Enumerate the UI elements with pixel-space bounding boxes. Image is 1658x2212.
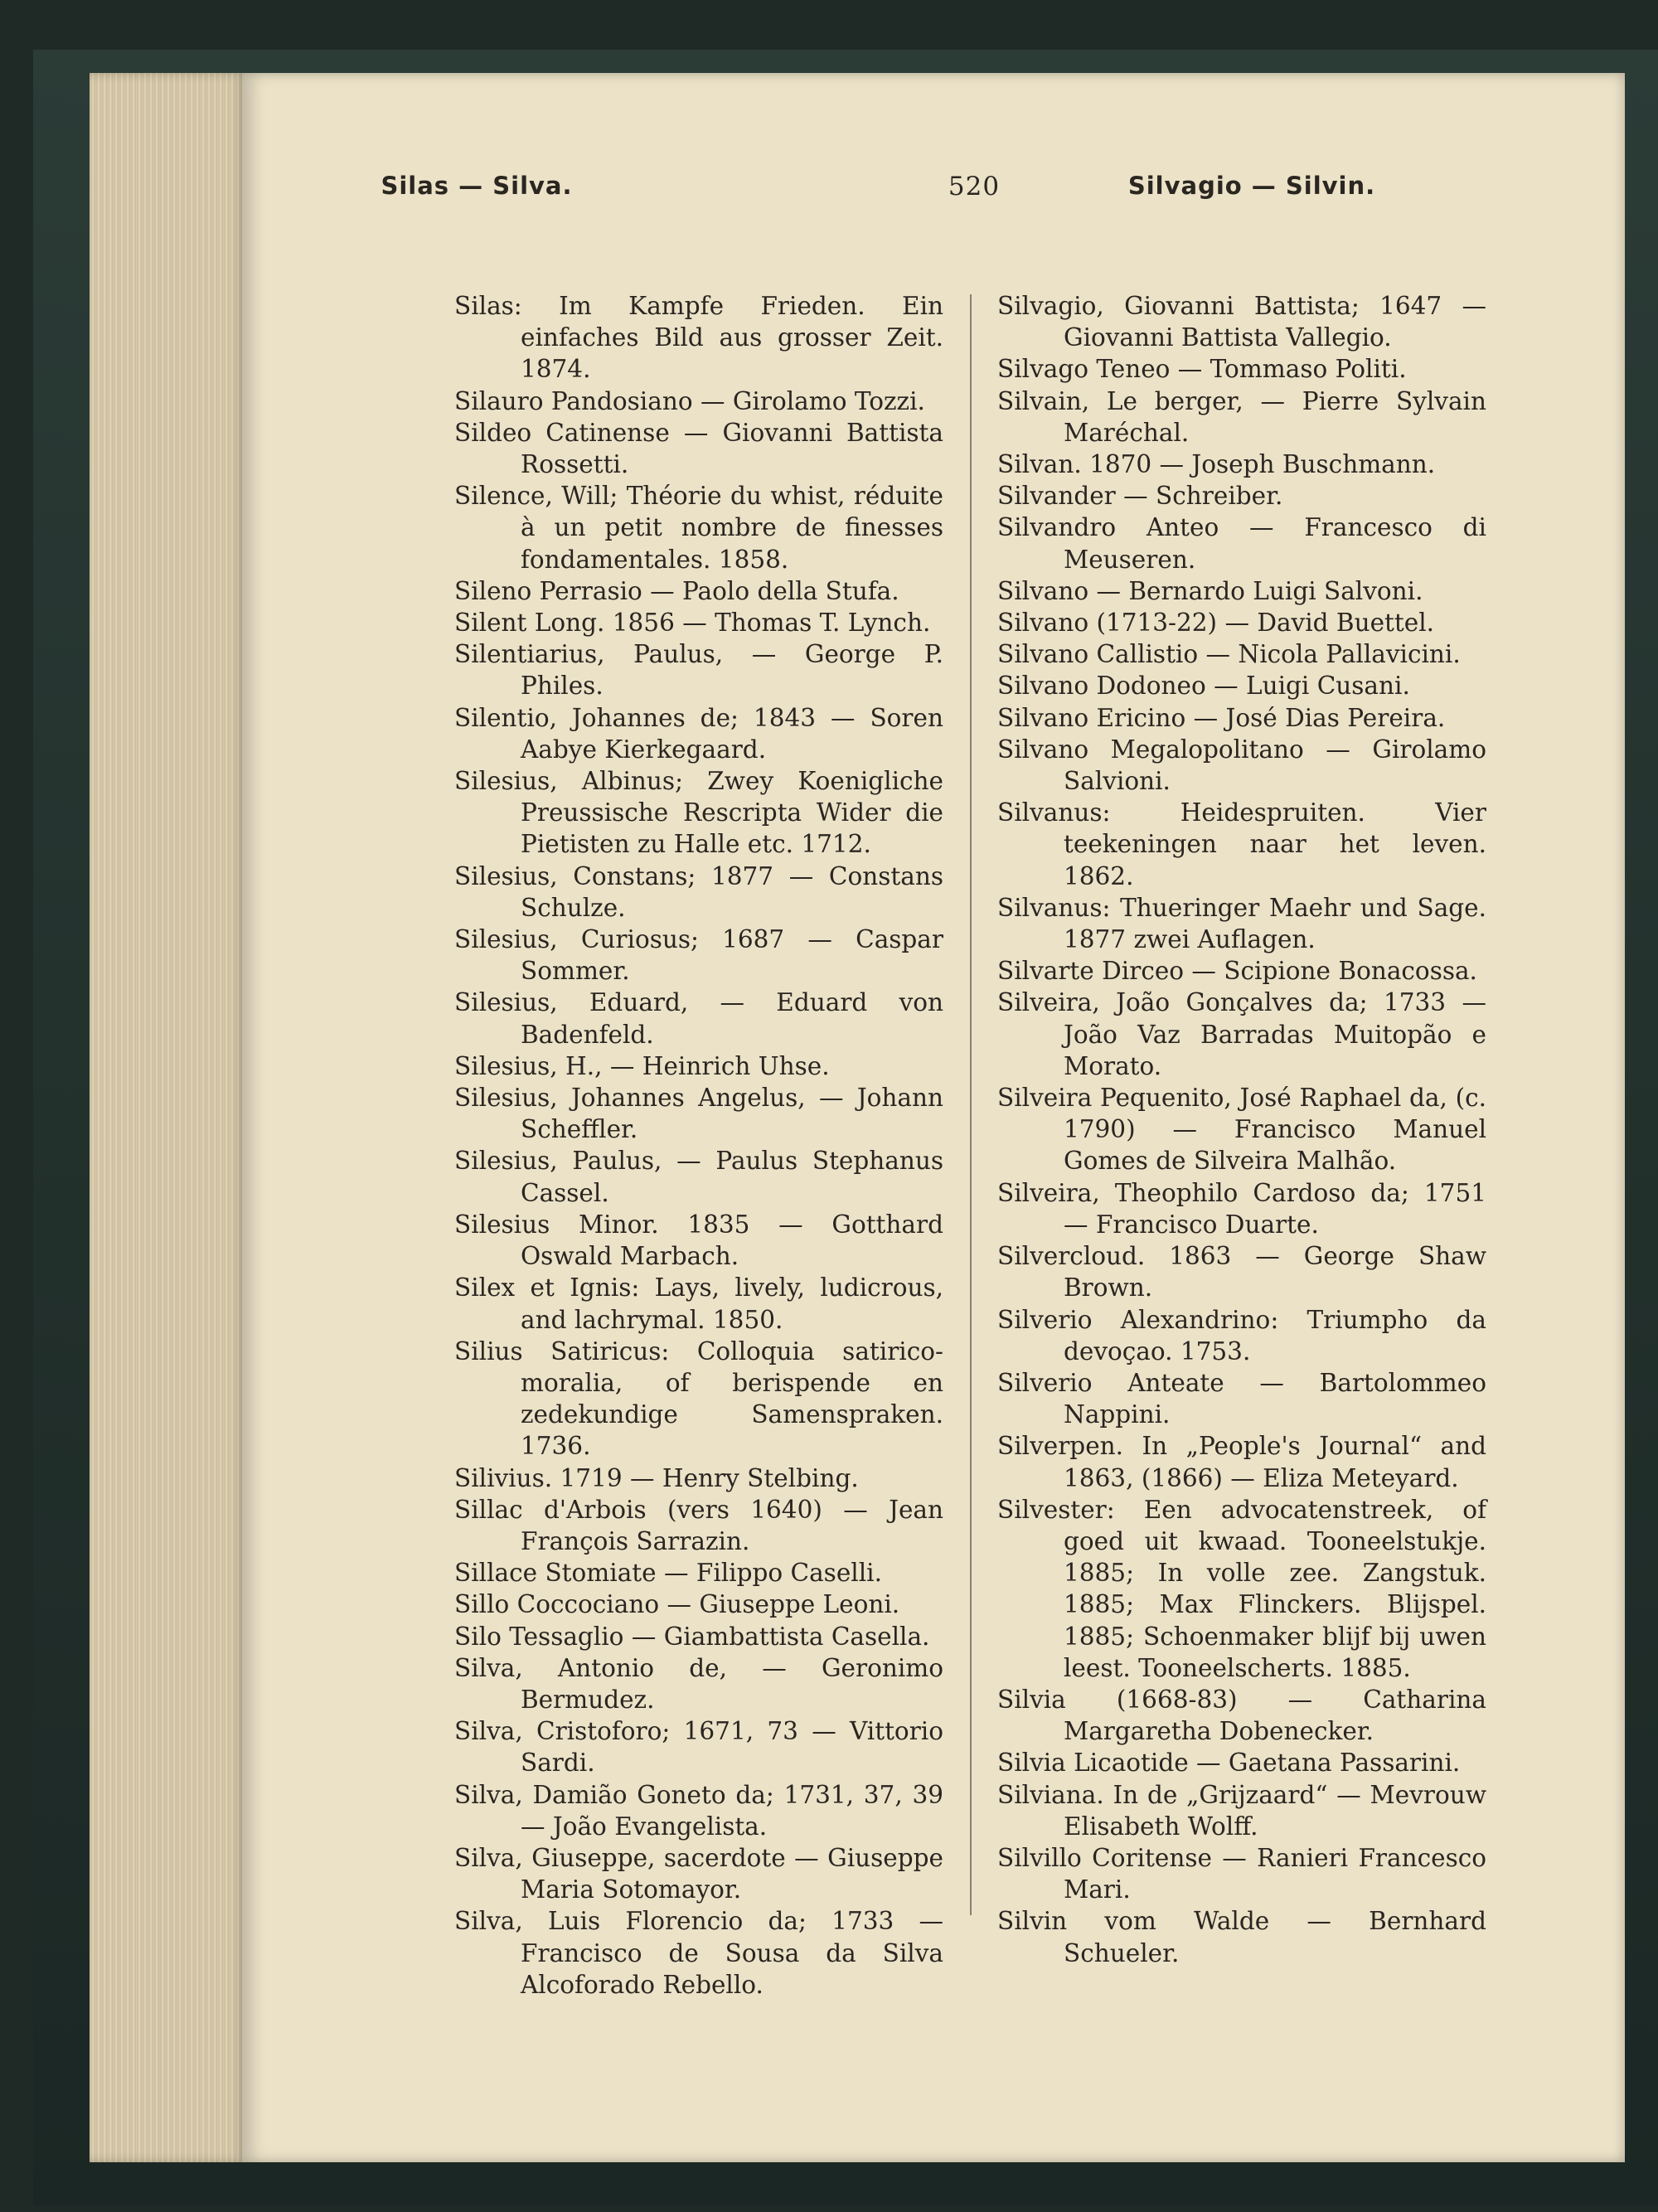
- entry: Silex et Ignis: Lays, lively, ludicrous, and lachrymal. 1850.: [454, 1273, 943, 1334]
- entry: Silveira, Theophilo Cardoso da; 1751 — Francisco Duarte.: [997, 1178, 1486, 1239]
- entry: Silauro Pandosiano — Girolamo Tozzi.: [454, 386, 925, 415]
- entry: Sileno Perrasio — Paolo della Stufa.: [454, 576, 899, 605]
- page-number: 520: [948, 172, 1001, 201]
- entry: Silent Long. 1856 — Thomas T. Lynch.: [454, 609, 931, 638]
- entry: Silverio Anteate — Bartolommeo Nappini.: [997, 1368, 1486, 1429]
- running-head-left: Silas — Silva.: [381, 172, 573, 200]
- entry: Silva, Damião Goneto da; 1731, 37, 39 — João Evangelista.: [454, 1780, 943, 1841]
- entry: Silvano — Bernardo Luigi Salvoni.: [997, 576, 1423, 605]
- entry: Silas: Im Kampfe Frieden. Ein einfaches Bild aus grosser Zeit. 1874.: [454, 292, 943, 384]
- entry: Silvano Megalopolitano — Girolamo Salvioni.: [997, 735, 1486, 796]
- entry: Silvercloud. 1863 — George Shaw Brown.: [997, 1242, 1486, 1302]
- entry: Silvano Ericino — José Dias Pereira.: [997, 703, 1446, 732]
- running-head-right: Silvagio — Silvin.: [1127, 172, 1376, 200]
- entry: Silvano Dodoneo — Luigi Cusani.: [997, 672, 1410, 701]
- entry: Silviana. In de „Grijzaard“ — Mevrouw Elisabeth Wolff.: [997, 1780, 1486, 1841]
- entry: Silvagio, Giovanni Battista; 1647 — Giovanni Battista Vallegio.: [997, 292, 1486, 352]
- entry: Silva, Cristoforo; 1671, 73 — Vittorio Sardi.: [454, 1717, 943, 1778]
- entry: Silvandro Anteo — Francesco di Meuseren.: [997, 513, 1486, 574]
- entry: Silvanus: Heidespruiten. Vier teekeningen naar het leven. 1862.: [997, 798, 1486, 890]
- entry: Silvia (1668-83) — Catharina Margaretha Dobenecker.: [997, 1685, 1486, 1746]
- entry: Silentiarius, Paulus, — George P. Philes.: [454, 640, 943, 701]
- entry: Silvain, Le berger, — Pierre Sylvain Maréchal.: [997, 386, 1486, 447]
- column-divider: [970, 294, 972, 1915]
- right-column: [997, 290, 1486, 1969]
- entry: Silesius, Johannes Angelus, — Johann Scheffler.: [454, 1084, 943, 1144]
- entry: Silverpen. In „People's Journal“ and 1863, (1866) — Eliza Meteyard.: [997, 1432, 1486, 1492]
- entry: Silva, Luis Florencio da; 1733 — Francisco de Sousa da Silva Alcoforado Rebello.: [454, 1907, 943, 1999]
- entry: Silvia Licaotide — Gaetana Passarini.: [997, 1749, 1461, 1778]
- entry: Silvanus: Thueringer Maehr und Sage. 1877 zwei Auflagen.: [997, 893, 1486, 954]
- entry: Silence, Will; Théorie du whist, réduite à un petit nombre de finesses fondamentales. 1858.: [454, 482, 943, 574]
- entry: Silivius. 1719 — Henry Stelbing.: [454, 1463, 859, 1492]
- entry: Silvago Teneo — Tommaso Politi.: [997, 355, 1407, 384]
- entry: Silvin vom Walde — Bernhard Schueler.: [997, 1907, 1486, 1967]
- entry: Silesius, H., — Heinrich Uhse.: [454, 1051, 830, 1080]
- entry: Silesius, Albinus; Zwey Koenigliche Preussische Rescripta Wider die Pietisten zu Halle etc. 1712.: [454, 767, 943, 859]
- entry: Silvano Callistio — Nicola Pallavicini.: [997, 640, 1461, 669]
- entry: Silva, Antonio de, — Geronimo Bermudez.: [454, 1653, 943, 1714]
- entry: Silentio, Johannes de; 1843 — Soren Aabye Kierkegaard.: [454, 703, 943, 764]
- entry: Silesius, Eduard, — Eduard von Badenfeld.: [454, 988, 943, 1049]
- entry: Silesius Minor. 1835 — Gotthard Oswald Marbach.: [454, 1210, 943, 1271]
- entry: Silveira, João Gonçalves da; 1733 — João Vaz Barradas Muitopão e Morato.: [997, 988, 1486, 1080]
- entry: Silvillo Coritense — Ranieri Francesco Mari.: [997, 1843, 1486, 1904]
- entry: Silvarte Dirceo — Scipione Bonacossa.: [997, 957, 1477, 986]
- entry: Sillo Coccociano — Giuseppe Leoni.: [454, 1590, 900, 1619]
- entry: Silius Satiricus: Colloquia satirico-moralia, of berispende en zedekundige Samenspraken. 1736.: [454, 1336, 943, 1461]
- entry: Silesius, Paulus, — Paulus Stephanus Cassel.: [454, 1147, 943, 1207]
- entry: Silesius, Constans; 1877 — Constans Schulze.: [454, 861, 943, 922]
- entry: Silo Tessaglio — Giambattista Casella.: [454, 1622, 930, 1651]
- entry: Silveira Pequenito, José Raphael da, (c. 1790) — Francisco Manuel Gomes de Silveira Malhão.: [997, 1084, 1486, 1176]
- entry: Silvano (1713-22) — David Buettel.: [997, 609, 1435, 638]
- entry: Silvan. 1870 — Joseph Buschmann.: [997, 450, 1436, 479]
- entry: Sillace Stomiate — Filippo Caselli.: [454, 1559, 882, 1588]
- entry: Silesius, Curiosus; 1687 — Caspar Sommer.: [454, 925, 943, 986]
- entry: Silvester: Een advocatenstreek, of goed uit kwaad. Tooneelstukje. 1885; In volle zee. Zangstuk. 1885; Max Flinckers. Blijspel. 1885; Schoenmaker blijf bij uwen leest. Tooneelscherts. 1885.: [997, 1495, 1486, 1682]
- entry: Silva, Giuseppe, sacerdote — Giuseppe Maria Sotomayor.: [454, 1843, 943, 1904]
- entry: Sillac d'Arbois (vers 1640) — Jean François Sarrazin.: [454, 1495, 943, 1555]
- left-column: [454, 290, 943, 2001]
- page-edges: [90, 73, 247, 2162]
- entry: Sildeo Catinense — Giovanni Battista Rossetti.: [454, 418, 943, 479]
- entry: Silverio Alexandrino: Triumpho da devoçao. 1753.: [997, 1305, 1486, 1366]
- entry: Silvander — Schreiber.: [997, 482, 1283, 511]
